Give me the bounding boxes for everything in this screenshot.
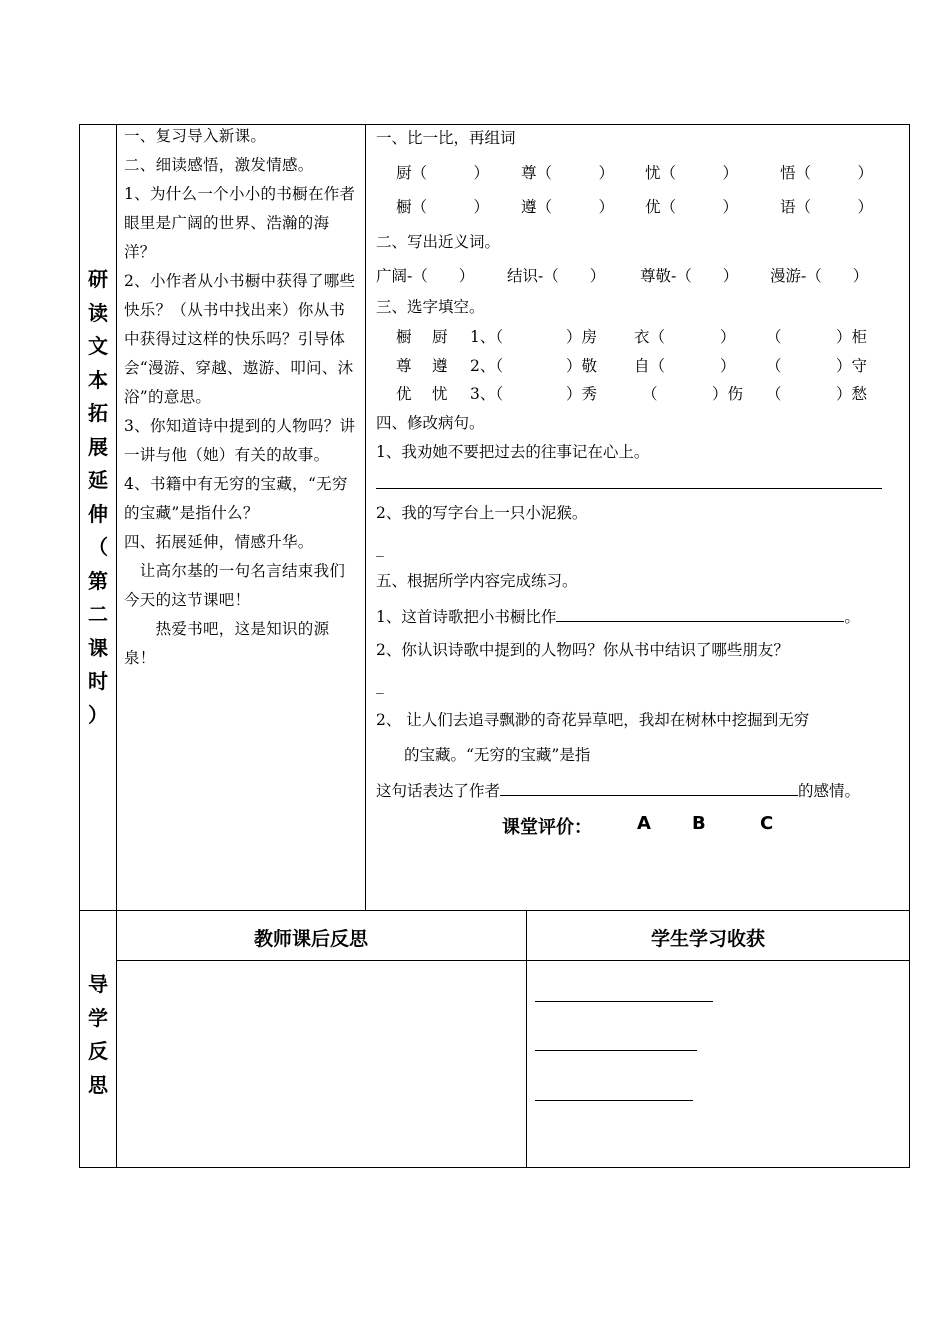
fill-char: 尊 — [396, 357, 412, 375]
bottom-column-divider — [526, 910, 527, 1167]
fill-blank: ） — [720, 328, 736, 346]
question-1: 1、为什么一个小小的书橱在作者眼里是广阔的世界、浩瀚的海洋？ — [124, 185, 356, 261]
student-answer-line — [535, 1050, 697, 1051]
fill-char: 遵 — [432, 357, 448, 375]
compare-item: 厨（ ） — [396, 164, 490, 182]
complete-question-1-text: 1、这首诗歌把小书橱比作 — [376, 608, 557, 626]
fill-blank: ）敬 — [566, 357, 598, 375]
step-extend: 四、拓展延伸，情感升华。 — [124, 533, 314, 551]
answer-blank — [556, 621, 844, 622]
synonym-item: 广阔-（ ） — [376, 267, 475, 285]
fill-blank: （ — [766, 357, 782, 375]
side-title-char: 学 — [88, 1005, 108, 1030]
student-answer-line — [535, 1001, 713, 1002]
side-title-char: 导 — [88, 972, 108, 996]
question-4: 4、书籍中有无穷的宝藏，“无穷的宝藏”是指什么？ — [124, 475, 348, 522]
side-title-reflection — [83, 968, 113, 1102]
fill-blank: 3、（ — [470, 385, 504, 403]
fill-blank: ） — [720, 357, 736, 375]
fill-char: 橱 — [396, 328, 412, 346]
class-evaluation-label: 课堂评价： — [502, 817, 592, 838]
complete-question-4 — [376, 781, 860, 801]
student-answer-line — [535, 1100, 693, 1101]
correct-sentence-2: 2、我的写字台上一只小泥猴。 — [376, 504, 588, 522]
fill-blank: ）愁 — [836, 385, 868, 403]
quote-text: 热爱书吧，这是知识的源泉！ — [124, 620, 330, 667]
fill-char: 忧 — [432, 385, 448, 403]
complete-question-3: 2、 让人们去追寻飘渺的奇花异草吧，我却在树林中挖掘到无穷 — [376, 711, 810, 729]
answer-line — [376, 488, 882, 489]
fill-blank: （ — [766, 328, 782, 346]
synonym-item: 漫游-（ ） — [770, 267, 869, 285]
fill-blank: 自（ — [634, 357, 666, 375]
side-title-study — [83, 263, 113, 732]
complete-question-4-end: 的感情。 — [798, 782, 861, 800]
fill-char: 厨 — [432, 328, 448, 346]
teaching-steps — [124, 122, 360, 673]
complete-question-2: 2、你认识诗歌中提到的人物吗？你从书中结识了哪些朋友？ — [376, 641, 789, 659]
fill-blank: ）守 — [836, 357, 868, 375]
synonym-item: 结识-（ ） — [507, 267, 606, 285]
compare-item: 悟（ ） — [780, 164, 874, 182]
table-border-left — [79, 124, 80, 1168]
side-title-char: ） — [88, 702, 108, 727]
period: 。 — [844, 608, 860, 626]
compare-item: 忧（ ） — [645, 164, 739, 182]
fill-blank: （ — [642, 385, 658, 403]
side-title-char: 反 — [88, 1039, 108, 1063]
section-complete: 五、根据所学内容完成练习。 — [376, 572, 578, 590]
complete-question-1 — [376, 607, 860, 627]
side-column-divider — [116, 124, 117, 1168]
table-border-bottom — [79, 1167, 910, 1168]
compare-item: 语（ ） — [780, 198, 874, 216]
side-title-char: 拓 — [88, 401, 108, 425]
side-title-char: 读 — [88, 300, 108, 325]
answer-marker: _ — [376, 539, 384, 557]
table-header-divider — [116, 960, 910, 961]
side-title-char: 文 — [88, 334, 108, 358]
side-title-char: （ — [88, 535, 108, 559]
fill-blank: 1、（ — [470, 328, 504, 346]
fill-char: 优 — [396, 385, 412, 403]
correct-sentence-1: 1、我劝她不要把过去的往事记在心上。 — [376, 443, 650, 461]
side-title-char: 伸 — [88, 501, 108, 526]
synonym-item: 尊敬-（ ） — [640, 267, 739, 285]
compare-item: 橱（ ） — [396, 198, 490, 216]
section-compare: 一、比一比，再组词 — [376, 129, 516, 147]
fill-blank: 2、（ — [470, 357, 504, 375]
answer-marker: _ — [376, 676, 384, 694]
content-column-divider — [365, 124, 366, 910]
compare-item: 优（ ） — [645, 198, 739, 216]
side-title-char: 时 — [88, 669, 108, 693]
side-title-char: 第 — [88, 568, 108, 593]
table-border-right — [909, 124, 910, 1168]
side-title-char: 展 — [88, 434, 108, 459]
fill-blank: ）柜 — [836, 328, 868, 346]
side-title-char: 研 — [88, 267, 108, 291]
complete-question-4-text: 这句话表达了作者 — [376, 782, 501, 800]
side-title-char: 课 — [88, 635, 108, 660]
step-review: 一、复习导入新课。 — [124, 127, 267, 145]
section-fill: 三、选字填空。 — [376, 298, 485, 316]
table-border-mid — [79, 910, 910, 911]
section-correct: 四、修改病句。 — [376, 414, 485, 432]
compare-item: 尊（ ） — [521, 164, 615, 182]
side-title-char: 二 — [88, 602, 108, 626]
grade-a: A — [637, 813, 651, 834]
fill-blank: ）秀 — [566, 385, 598, 403]
grade-b: B — [692, 813, 706, 834]
side-title-char: 延 — [88, 468, 108, 492]
answer-blank — [500, 795, 798, 796]
question-2: 2、小作者从小书橱中获得了哪些快乐？（从书中找出来）你从书中获得过这样的快乐吗？引导体会“漫游、穿越、遨游、叩问、沐浴”的意思。 — [124, 272, 356, 406]
fill-blank: （ — [766, 385, 782, 403]
grade-c: C — [760, 813, 774, 834]
fill-blank: ）伤 — [712, 385, 744, 403]
student-gains-header: 学生学习收获 — [651, 928, 766, 950]
fill-blank: ）房 — [566, 328, 598, 346]
section-synonyms: 二、写出近义词。 — [376, 233, 501, 251]
step-read: 二、细读感悟，激发情感。 — [124, 156, 314, 174]
side-title-char: 思 — [88, 1072, 108, 1097]
quote-intro: 让高尔基的一句名言结束我们今天的这节课吧！ — [124, 562, 346, 609]
complete-question-3-cont: 的宝藏。“无穷的宝藏”是指 — [404, 746, 591, 764]
teacher-reflection-header: 教师课后反思 — [254, 928, 369, 950]
fill-blank: 衣（ — [634, 328, 666, 346]
question-3: 3、你知道诗中提到的人物吗？讲一讲与他（她）有关的故事。 — [124, 417, 356, 464]
compare-item: 遵（ ） — [521, 198, 615, 216]
side-title-char: 本 — [88, 367, 108, 392]
